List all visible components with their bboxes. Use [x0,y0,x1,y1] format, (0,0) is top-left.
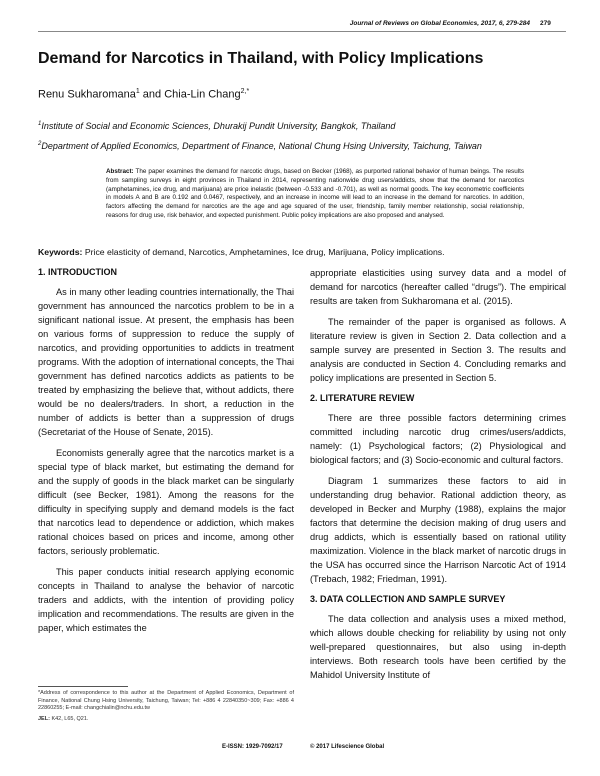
left-column [38,266,294,642]
author-and: and [139,88,165,101]
right-column [310,266,566,689]
footnote [38,690,294,723]
header-rule [38,31,566,32]
paragraph: Economists generally agree that the narcotics market is a special type of black market, but estimating the demand for and the supply of goods in the black market can be singularly difficult (see Becker, 1981). Among the reasons for the difficulty in specifying supply and demand models is the fact that narcotics lead to dependence or addiction, which makes rational choices based on prices and income, among other factors, seriously problematic. [38,448,294,556]
copyright: © 2017 Lifescience Global [310,744,385,750]
jel-value: K42, L65, Q21. [49,715,89,722]
authors [38,88,249,101]
affiliation-1 [38,118,558,132]
author-1-sup: 1 [135,88,140,95]
abstract-text: The paper examines the demand for narcotic drugs, based on Becker (1968), as purported rational behavior of human beings. The results from sampling surveys in eight provinces in Thailand in 2014, representing nationwide drug users/addicts, show that the demand for narcotics (amphetamines, ice drug, and marijuana) are price inelastic (between -0.533 and -0.701), as well as normal goods. The key econometric coefficients in models A and B are 0.192 and 0.0467, respectively, and an increase in income will lead to an increase in the demand for narcotics. In addition, factors affecting the demand for narcotics are the age and age squared of the user, friendship, family member relationship, social relationship, reasons for drug use, risk behavior, and expected punishment. Public policy implications are also proposed and analysed. [106,168,524,219]
correspondence-note: *Address of correspondence to this author at the Department of Applied Economics, Department of Finance, National Chung Hsing University, Taichung, Taiwan; Tel: +886 4 22840350~309; Fax: +886 4 22860255; E-mail: changchialin@nchu.edu.tw [38,690,294,712]
keywords-text: Price elasticity of demand, Narcotics, Amphetamines, Ice drug, Marijuana, Policy implications. [82,247,445,257]
page-number: 279 [540,20,551,27]
abstract-label: Abstract: [106,168,134,175]
affiliation-2 [38,138,558,152]
author-2-sup: 2,* [240,88,250,95]
section-heading: 3. DATA COLLECTION AND SAMPLE SURVEY [310,594,506,604]
keywords [38,247,566,257]
paragraph: appropriate elasticities using survey data and a model of demand for narcotics (hereafter called “drugs”). The empirical results are taken from Sukharomana et al. (2015). [310,268,566,306]
paragraph: The remainder of the paper is organised as follows. A literature review is given in Section 2. Data collection and a sample survey are presented in Section 3. The results and analysis are conducted in Section 4. Concluding remarks and policy implications are presented in Section 5. [310,317,566,383]
affiliation-sup: 1 [38,121,42,127]
affiliation-text: Department of Applied Economics, Department of Finance, National Chung Hsing University, Taichung, Taiwan [41,141,482,151]
paragraph: This paper conducts initial research applying economic concepts in Thailand to analyse the behavior of narcotic traders and addicts, with the intention of providing policy implication and recommendations. The results are given in the paper, which estimates the [38,567,294,633]
jel-codes [38,716,294,724]
issn: E-ISSN: 1929-7092/17 [222,744,283,750]
paragraph: As in many other leading countries internationally, the Thai government has announced the narcotics problem to be in a significant national issue. At present, the emphasis has been on various forms of suppression to reduce the supply of narcotics, and providing opportunities to addicts in treatment programs. With the adoption of international concepts, the Thai government has defined narcotics addicts as patients to be treated by emphasizing the believe that, without addicts, there would be no dealers/traders. In short, a reduction in the number of addicts is better than a suppression of drugs (Secretariat of the House of Senate, 2015). [38,287,294,437]
section-heading: 1. INTRODUCTION [38,267,118,277]
section-heading: 2. LITERATURE REVIEW [310,393,415,403]
affiliation-sup: 2 [38,141,42,147]
author-1: Renu Sukharomana [38,88,136,101]
keywords-label: Keywords: [38,247,83,257]
abstract [106,168,524,221]
running-head: Journal of Reviews on Global Economics, 2017, 6, 279-284 [349,20,530,27]
paragraph: There are three possible factors determining crimes committed including narcotic drug crimes/users/addicts, namely: (1) Psychological factors; (2) Physiological and biological factors; and (3) Socio-economic and cultural factors. [310,413,566,465]
paragraph: The data collection and analysis uses a mixed method, which allows double checking for reliability by using not only well-prepared questionnaires, but also using in-depth interviews. Both research tools have been certified by the Mahidol University Institute of [310,614,566,680]
paragraph: Diagram 1 summarizes these factors to aid in understanding drug behavior. Rational addiction theory, as developed in Becker and Murphy (1988), explains the major factors that determine the decision making of drug users and drug addicts, which is essentially based on rational utility maximization. Violence in the black market of narcotic drugs in the USA has occurred since the Harrison Narcotic Act of 1914 (Trebach, 1982; Friedman, 1991). [310,476,566,584]
affiliation-text: Institute of Social and Economic Sciences, Dhurakij Pundit University, Bangkok, Thailand [41,121,396,131]
footnote-rule [38,686,128,687]
jel-label: JEL: [38,715,50,722]
author-2: Chia-Lin Chang [164,88,241,101]
paper-title: Demand for Narcotics in Thailand, with Policy Implications [38,50,484,67]
